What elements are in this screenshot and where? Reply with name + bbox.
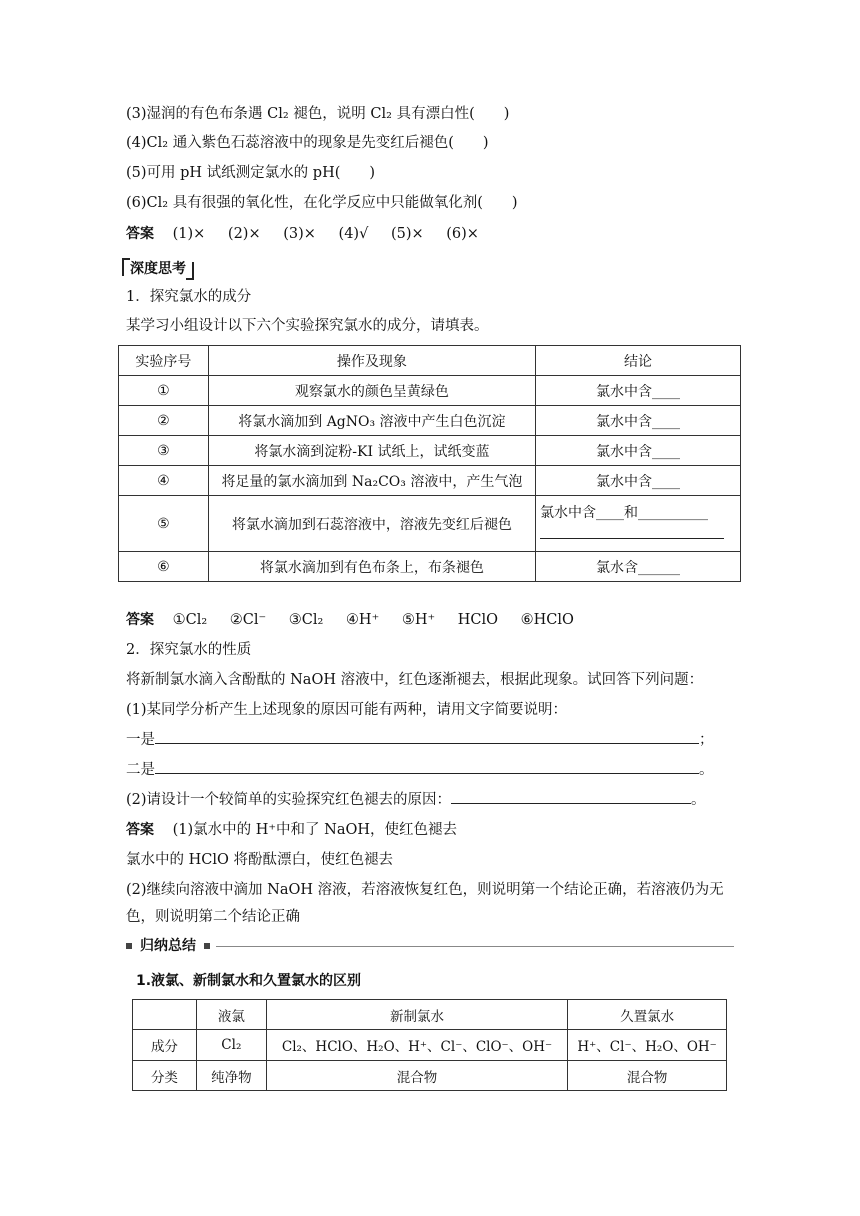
question-1-answer-a <box>126 730 714 750</box>
answer-label: 答案 <box>126 226 154 242</box>
table-cell: 混合物 <box>266 1061 567 1091</box>
row-operation: 将足量的氯水滴加到 Na₂CO₃ 溶液中，产生气泡 <box>208 466 535 496</box>
answer-blank <box>540 525 724 539</box>
answer-block-3 <box>126 820 457 840</box>
table-header: 操作及现象 <box>208 346 535 376</box>
answer-item: (2)× <box>227 226 261 242</box>
table-cell: Cl₂、HClO、H₂O、H⁺、Cl⁻、ClO⁻、OH⁻ <box>266 1030 567 1061</box>
question-1: (1)某同学分析产生上述现象的原因可能有两种，请用文字简要说明： <box>126 702 568 718</box>
table-header: 结论 <box>536 346 741 376</box>
row-operation: 观察氯水的颜色呈黄绿色 <box>208 376 535 406</box>
row-number: ⑥ <box>119 552 209 582</box>
answer-item: ③Cl₂ <box>288 612 324 628</box>
answer-label: 答案 <box>126 822 154 838</box>
answer-text: (2)继续向溶液中滴加 NaOH 溶液，若溶液恢复红色，则说明第一个结论正确，若溶液仍为无 <box>126 882 724 898</box>
answer-item: (4)√ <box>338 226 369 242</box>
row-conclusion <box>536 496 741 552</box>
square-bullet-icon <box>204 943 210 949</box>
table-row <box>133 1030 727 1061</box>
table-cell: 分类 <box>133 1061 197 1091</box>
answer-items <box>173 612 592 628</box>
answer-item: HClO <box>457 612 499 628</box>
answer-item: ①Cl₂ <box>172 612 208 628</box>
answer-text: 色，则说明第二个结论正确 <box>126 909 300 925</box>
table-cell: Cl₂ <box>196 1030 266 1061</box>
experiment-table <box>118 345 741 582</box>
deep-thinking-tag: 深度思考 <box>124 258 192 278</box>
answer-blank <box>155 730 699 744</box>
question-text: (2)请设计一个较简单的实验探究红色褪去的原因： <box>126 792 452 808</box>
table-header: 液氯 <box>196 1000 266 1030</box>
table-row <box>133 1061 727 1091</box>
statement-4: (4)Cl₂ 通入紫色石蕊溶液中的现象是先变红后褪色( ) <box>126 135 489 151</box>
chlorine-comparison-table <box>132 999 727 1091</box>
answer-text: (1)氯水中的 H⁺中和了 NaOH，使红色褪去 <box>172 822 458 838</box>
row-number: ⑤ <box>119 496 209 552</box>
divider <box>216 946 734 947</box>
table-row <box>119 552 741 582</box>
answer-suffix: 。 <box>699 762 714 778</box>
table-row <box>119 466 741 496</box>
row-operation: 将氯水滴加到 AgNO₃ 溶液中产生白色沉淀 <box>208 406 535 436</box>
row-conclusion: 氯水含______ <box>536 552 741 582</box>
row-number: ① <box>119 376 209 406</box>
row-number: ④ <box>119 466 209 496</box>
answer-item: (5)× <box>390 226 424 242</box>
answer-blank <box>451 790 691 804</box>
answer-item: ④H⁺ <box>345 612 380 628</box>
row-conclusion-text: 氯水中含____和__________ <box>540 504 709 521</box>
row-operation: 将氯水滴加到石蕊溶液中，溶液先变红后褪色 <box>208 496 535 552</box>
answer-suffix: ； <box>699 732 714 748</box>
answer-items <box>173 226 497 242</box>
answer-item: (3)× <box>283 226 316 242</box>
answer-prefix: 二是 <box>126 762 155 778</box>
table-header: 久置氯水 <box>568 1000 727 1030</box>
summary-label: 归纳总结 <box>140 938 196 954</box>
statement-6: (6)Cl₂ 具有很强的氧化性，在化学反应中只能做氧化剂( ) <box>126 195 518 211</box>
answer-item: ②Cl⁻ <box>229 612 267 628</box>
row-conclusion: 氯水中含____ <box>536 376 741 406</box>
section-1-intro: 某学习小组设计以下六个实验探究氯水的成分，请填表。 <box>126 318 489 334</box>
question-2 <box>126 790 706 810</box>
row-conclusion: 氯水中含____ <box>536 406 741 436</box>
row-conclusion: 氯水中含____ <box>536 466 741 496</box>
summary-header <box>126 936 734 956</box>
answer-label: 答案 <box>126 612 154 628</box>
answer-item: (6)× <box>446 226 479 242</box>
question-1-answer-b <box>126 760 714 780</box>
answer-block-2 <box>126 610 592 630</box>
answer-item: (1)× <box>172 226 206 242</box>
row-number: ② <box>119 406 209 436</box>
table-header: 新制氯水 <box>266 1000 567 1030</box>
table-row <box>119 436 741 466</box>
answer-prefix: 一是 <box>126 732 155 748</box>
summary-sub-title: 1.液氯、新制氯水和久置氯水的区别 <box>136 973 362 989</box>
square-bullet-icon <box>126 943 132 949</box>
answer-text: 氯水中的 HClO 将酚酞漂白，使红色褪去 <box>126 852 393 868</box>
table-cell: 纯净物 <box>196 1061 266 1091</box>
section-2-title: 2．探究氯水的性质 <box>126 642 252 658</box>
table-cell: H⁺、Cl⁻、H₂O、OH⁻ <box>568 1030 727 1061</box>
table-row <box>119 496 741 552</box>
table-cell: 成分 <box>133 1030 197 1061</box>
table-row <box>119 376 741 406</box>
row-conclusion: 氯水中含____ <box>536 436 741 466</box>
answer-block-1 <box>126 224 497 244</box>
table-header <box>133 1000 197 1030</box>
answer-item: ⑥HClO <box>520 612 574 628</box>
answer-blank <box>155 760 699 774</box>
table-cell: 混合物 <box>568 1061 727 1091</box>
table-header: 实验序号 <box>119 346 209 376</box>
row-operation: 将氯水滴加到有色布条上，布条褪色 <box>208 552 535 582</box>
section-2-intro: 将新制氯水滴入含酚酞的 NaOH 溶液中，红色逐渐褪去，根据此现象。试回答下列问题： <box>126 672 704 688</box>
table-row <box>119 406 741 436</box>
answer-suffix: 。 <box>691 792 706 808</box>
answer-item: ⑤H⁺ <box>401 612 436 628</box>
row-number: ③ <box>119 436 209 466</box>
section-1-title: 1．探究氯水的成分 <box>126 289 252 305</box>
statement-3: (3)湿润的有色布条遇 Cl₂ 褪色，说明 Cl₂ 具有漂白性( ) <box>126 106 510 122</box>
row-operation: 将氯水滴到淀粉-KI 试纸上，试纸变蓝 <box>208 436 535 466</box>
statement-5: (5)可用 pH 试纸测定氯水的 pH( ) <box>126 165 376 181</box>
